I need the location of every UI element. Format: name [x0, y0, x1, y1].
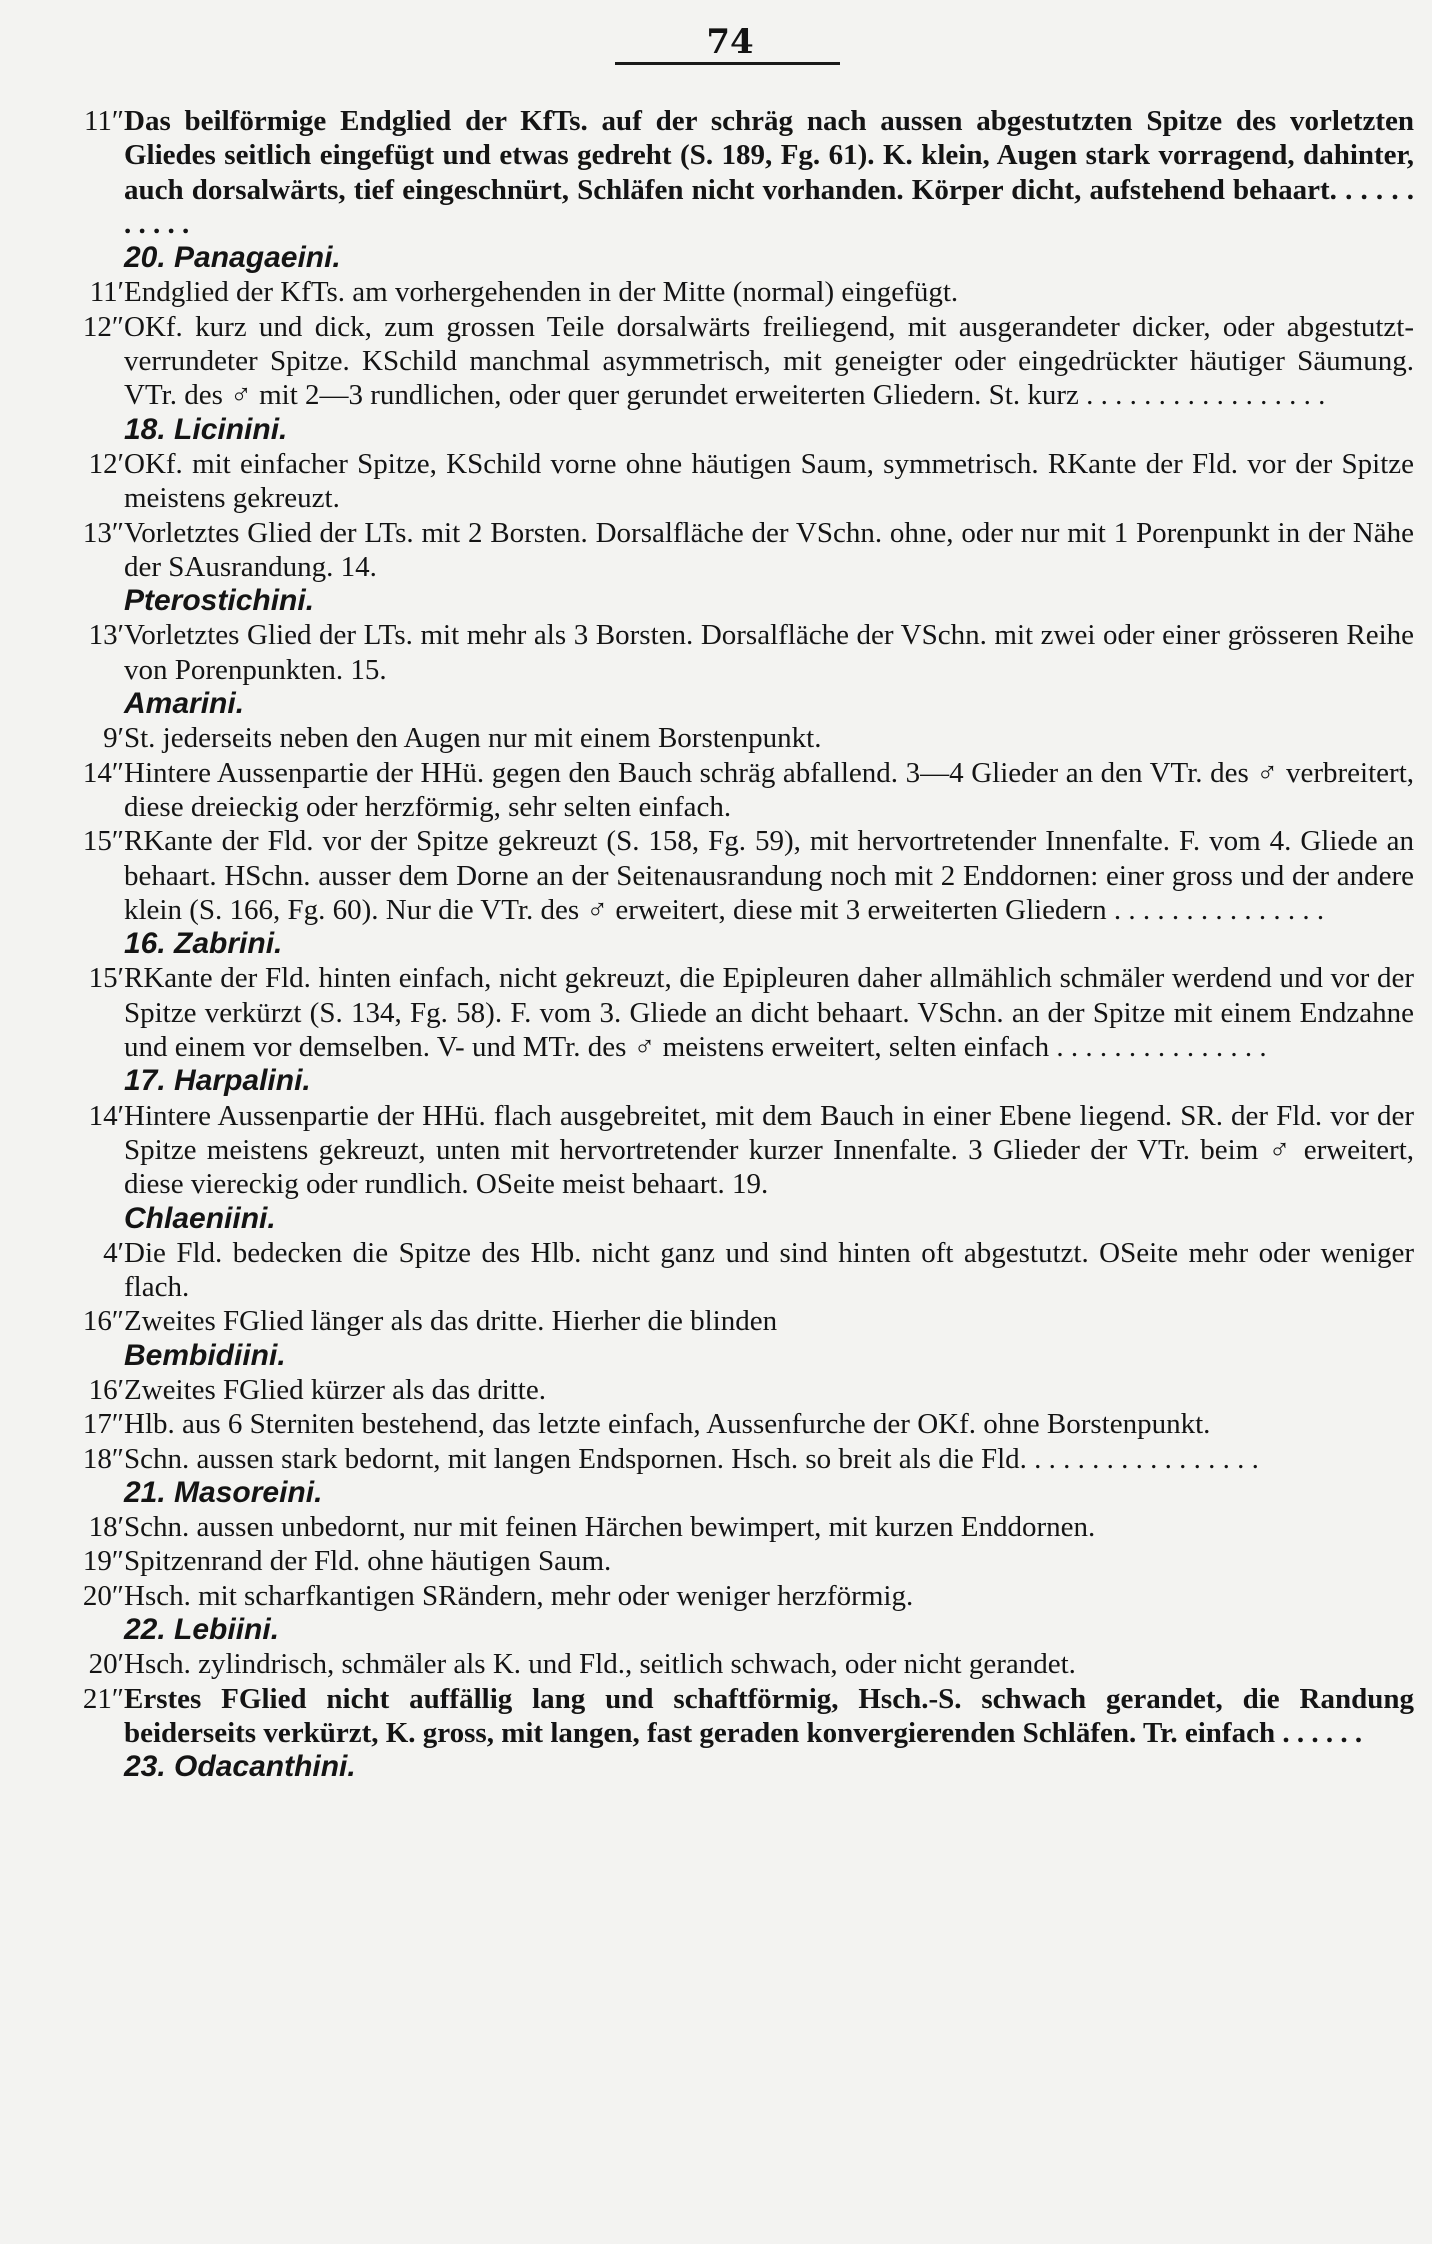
entry-number: 9′ — [103, 722, 124, 755]
entry-number: 16″ — [82, 1305, 124, 1338]
key-entry — [0, 1682, 1432, 1785]
entry-description: Hintere Aussenpartie der HHü. flach ausgebreitet, mit dem Bauch in einer Ebene liegend. SR. der Fld. vor der Spitze meistens gekreuzt, unten mit hervortretender kurzer Innenfalte. 3 Glieder der VTr. beim ♂ erweitert, diese viereckig oder rundlich. OSeite meist behaart. 19. — [124, 1099, 1414, 1201]
entry-text — [124, 447, 1414, 516]
entry-text — [124, 1373, 1414, 1407]
entry-text — [124, 618, 1414, 721]
entry-number: 12′ — [88, 447, 124, 480]
entry-description: Vorletztes Glied der LTs. mit 2 Borsten. Dorsalfläche der VSchn. ohne, oder nur mit 1 Porenpunkt in der Nähe der SAusrandung. 14. — [124, 516, 1414, 583]
key-entry — [0, 1647, 1432, 1681]
tribe-name: 20. Panagaeini. — [124, 241, 341, 275]
entry-text — [124, 1682, 1414, 1785]
entry-number: 17″ — [82, 1408, 124, 1441]
entry-text — [124, 824, 1414, 961]
entry-text — [124, 1407, 1414, 1441]
entry-description: Endglied der KfTs. am vorhergehenden in der Mitte (normal) eingefügt. — [124, 276, 959, 309]
entry-text — [124, 756, 1414, 825]
entry-text — [124, 1304, 1414, 1373]
entry-description: Zweites FGlied länger als das dritte. Hierher die blinden — [124, 1305, 778, 1338]
entry-description: Vorletztes Glied der LTs. mit mehr als 3 Borsten. Dorsalfläche der VSchn. mit zwei oder einer grösseren Reihe von Porenpunkten. 15. — [124, 619, 1414, 686]
entry-text — [124, 1579, 1414, 1648]
entry-number: 19″ — [82, 1545, 124, 1578]
entry-description: Schn. aussen unbedornt, nur mit feinen Härchen bewimpert, mit kurzen Enddornen. — [124, 1511, 1096, 1544]
tribe-name: 21. Masoreini. — [124, 1475, 323, 1509]
tribe-name: Chlaeniini. — [124, 1201, 276, 1235]
entry-number: 14′ — [88, 1099, 124, 1132]
entry-description: Erstes FGlied nicht auffällig lang und schaftförmig, Hsch.-S. schwach gerandet, die Randung beiderseits verkürzt, K. gross, mit langen, fast geraden konvergierenden Schläfen. Tr. einfach . . . . . . — [124, 1682, 1414, 1749]
entry-text — [124, 1510, 1414, 1544]
key-entry — [0, 1442, 1432, 1511]
key-entry — [0, 1236, 1432, 1305]
entry-text — [124, 310, 1414, 447]
entry-number: 16′ — [88, 1373, 124, 1406]
key-entry — [0, 1544, 1432, 1578]
entry-number: 20′ — [88, 1648, 124, 1681]
key-entry — [0, 516, 1432, 619]
entry-text — [124, 1544, 1414, 1578]
entry-description: Hintere Aussenpartie der HHü. gegen den Bauch schräg abfallend. 3—4 Glieder an den VTr. des ♂ verbreitert, diese dreieckig oder herzförmig, sehr selten einfach. — [124, 756, 1414, 823]
key-entry — [0, 310, 1432, 447]
entry-number: 11′ — [89, 276, 124, 309]
entry-description: St. jederseits neben den Augen nur mit einem Borstenpunkt. — [124, 722, 822, 755]
entry-number: 18″ — [82, 1442, 124, 1475]
entry-text — [124, 1442, 1414, 1511]
entry-text — [124, 721, 1414, 755]
entry-text — [124, 1647, 1414, 1681]
tribe-name: Amarini. — [124, 687, 245, 721]
key-entry — [0, 1099, 1432, 1236]
entry-description: Hlb. aus 6 Sterniten bestehend, das letzte einfach, Aussenfurche der OKf. ohne Borstenpunkt. — [124, 1408, 1211, 1441]
entry-description: Hsch. zylindrisch, schmäler als K. und Fld., seitlich schwach, oder nicht gerandet. — [124, 1648, 1076, 1681]
key-entry — [0, 1373, 1432, 1407]
entry-number: 11″ — [83, 105, 124, 137]
tribe-name: 23. Odacanthini. — [124, 1750, 356, 1784]
entry-description: Schn. aussen stark bedornt, mit langen Endspornen. Hsch. so breit als die Fld. . . . . . . . . . . . . . . . . — [124, 1442, 1259, 1475]
entry-description: OKf. kurz und dick, zum grossen Teile dorsalwärts freiliegend, mit ausgerandeter dicker, oder abgestutzt-verrundeter Spitze. KSchild manchmal asymmetrisch, mit geneigter oder eingedrückter häutiger Säumung. VTr. des ♂ mit 2—3 rundlichen, oder quer gerundet erweiterten Gliedern. St. kurz . . . . . . . . . . . . . . . . . — [124, 310, 1414, 412]
entry-description: Zweites FGlied kürzer als das dritte. — [124, 1373, 546, 1406]
tribe-name: 17. Harpalini. — [124, 1064, 311, 1098]
key-entries — [0, 104, 1432, 1785]
key-entry — [0, 104, 1432, 275]
key-entry — [0, 961, 1432, 1098]
key-entry — [0, 721, 1432, 755]
key-entry — [0, 618, 1432, 721]
entry-text — [124, 1099, 1414, 1236]
entry-number: 20″ — [82, 1579, 124, 1612]
entry-number: 12″ — [82, 310, 124, 343]
page-number: 74 — [706, 22, 754, 62]
key-entry — [0, 1304, 1432, 1373]
entry-text — [124, 104, 1414, 275]
entry-number: 13″ — [82, 516, 124, 549]
entry-number: 18′ — [88, 1511, 124, 1544]
entry-text — [124, 516, 1414, 619]
tribe-name: Pterostichini. — [124, 584, 315, 618]
entry-description: RKante der Fld. vor der Spitze gekreuzt (S. 158, Fg. 59), mit hervortretender Innenfalte. F. vom 4. Gliede an behaart. HSchn. ausser dem Dorne an der Seitenausrandung noch mit 2 Enddornen: einer gross und der andere klein (S. 166, Fg. 60). Nur die VTr. des ♂ erweitert, diese mit 3 erweiterten Gliedern . . . . . . . . . . . . . . . — [124, 825, 1414, 926]
entry-number: 21″ — [82, 1682, 124, 1715]
tribe-name: Bembidiini. — [124, 1338, 286, 1372]
tribe-name: 16. Zabrini. — [124, 927, 283, 961]
entry-description: Die Fld. bedecken die Spitze des Hlb. nicht ganz und sind hinten oft abgestutzt. OSeite mehr oder weniger flach. — [124, 1236, 1414, 1304]
entry-number: 15″ — [82, 825, 124, 858]
key-entry — [0, 1510, 1432, 1544]
key-entry — [0, 1579, 1432, 1648]
entry-number: 15′ — [88, 962, 124, 995]
entry-description: Hsch. mit scharfkantigen SRändern, mehr oder weniger herzförmig. — [124, 1579, 914, 1612]
entry-text — [124, 961, 1414, 1098]
entry-number: 4′ — [103, 1236, 124, 1269]
key-entry — [0, 756, 1432, 825]
entry-number: 14″ — [82, 756, 124, 789]
entry-text — [124, 275, 1414, 309]
tribe-name: 22. Lebiini. — [124, 1613, 280, 1647]
entry-description: OKf. mit einfacher Spitze, KSchild vorne ohne häutigen Saum, symmetrisch. RKante der Fld. vor der Spitze meistens gekreuzt. — [124, 447, 1414, 515]
entry-description: RKante der Fld. hinten einfach, nicht gekreuzt, die Epipleuren daher allmählich schmäler werdend und vor der Spitze verkürzt (S. 134, Fg. 58). F. vom 3. Gliede an dicht behaart. VSchn. an der Spitze mit einem Endzahne und einem vor demselben. V- und MTr. des ♂ meistens erweitert, selten einfach . . . . . . . . . . . . . . . — [124, 962, 1414, 1064]
entry-number: 13′ — [88, 619, 124, 652]
entry-description: Das beilförmige Endglied der KfTs. auf der schräg nach aussen abgestutzten Spitze des vorletzten Gliedes seitlich eingefügt und etwas gedreht (S. 189, Fg. 61). K. klein, Augen stark vorragend, dahinter, auch dorsalwärts, tief eingeschnürt, Schläfen nicht vorhanden. Körper dicht, aufstehend behaart. . . . . . . . . . . — [124, 105, 1414, 240]
key-entry — [0, 275, 1432, 309]
entry-text — [124, 1236, 1414, 1305]
key-entry — [0, 447, 1432, 516]
key-entry — [0, 824, 1432, 961]
key-entry — [0, 1407, 1432, 1441]
entry-description: Spitzenrand der Fld. ohne häutigen Saum. — [124, 1545, 612, 1578]
page-number-rule — [615, 62, 840, 65]
tribe-name: 18. Licinini. — [124, 412, 288, 446]
